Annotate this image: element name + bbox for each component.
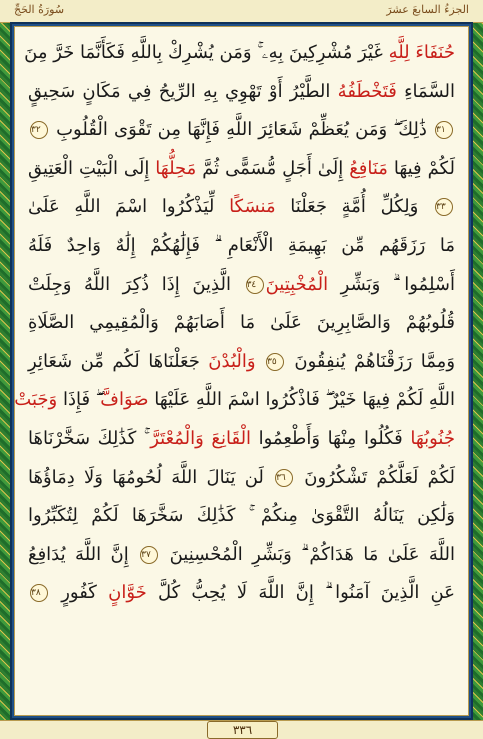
verse-line bbox=[14, 381, 455, 420]
verse-line bbox=[28, 459, 455, 498]
verse-line bbox=[28, 227, 455, 266]
verse-text: جَعَلْنَاهَا لَكُم مِّن شَعَائِرِ bbox=[28, 350, 209, 372]
tajweed-highlight-text: مَنسَكًا bbox=[229, 196, 276, 218]
verse-line bbox=[28, 343, 455, 382]
ayah-number-marker: ٣٣ bbox=[435, 198, 453, 216]
ayah-number-marker: ٣٢ bbox=[30, 121, 48, 139]
verse-line bbox=[24, 34, 455, 73]
verse-text: كَفُورٍ bbox=[50, 582, 109, 604]
verse-text: ذَٰلِكَ ۖ وَمَن يُعَظِّمْ شَعَائِرَ اللَّهِ فَإِنَّهَا مِن تَقْوَى الْقُلُوبِ bbox=[50, 119, 433, 141]
tajweed-highlight-text: مَحِلُّهَا bbox=[155, 157, 197, 179]
verse-text: اللَّهَ عَلَىٰ مَا هَدَاكُمْ ۗ وَبَشِّرِ الْمُحْسِنِينَ bbox=[160, 543, 455, 565]
verse-text: لِّيَذْكُرُوا اسْمَ اللَّهِ عَلَىٰ bbox=[28, 196, 230, 218]
ayah-number-marker: ٣١ bbox=[435, 121, 453, 139]
tajweed-highlight-text: فَتَخْطَفُهُ bbox=[337, 80, 397, 102]
verse-text: وَمِمَّا رَزَقْنَاهُمْ يُنفِقُونَ bbox=[285, 350, 456, 372]
ayah-number-marker: ٣٥ bbox=[266, 353, 284, 371]
tajweed-highlight-text: وَالْبُدْنَ bbox=[208, 350, 264, 372]
verse-text: لَن يَنَالَ اللَّهَ لُحُومُهَا وَلَا دِمَاؤُهَا bbox=[28, 466, 274, 488]
verse-line bbox=[28, 304, 455, 343]
tajweed-highlight-text: جُنُوبُهَا bbox=[410, 427, 455, 449]
tajweed-highlight-text: صَوَافَّ bbox=[100, 389, 149, 411]
page-footer bbox=[0, 720, 483, 739]
verse-text: فَكُلُوا مِنْهَا وَأَطْعِمُوا bbox=[251, 427, 411, 449]
verse-text: وَلَٰكِن يَنَالُهُ التَّقْوَىٰ مِنكُمْ ۚ كَذَٰلِكَ سَخَّرَهَا لَكُمْ لِتُكَبِّرُوا bbox=[28, 505, 455, 527]
verse-text: أَسْلِمُوا ۗ وَبَشِّرِ bbox=[328, 273, 455, 295]
tajweed-highlight-text: مَنَافِعُ bbox=[349, 157, 388, 179]
verse-text: السَّمَاءِ bbox=[396, 80, 455, 102]
tajweed-highlight-text: وَجَبَتْ bbox=[14, 389, 58, 411]
verse-text: قُلُوبُهُمْ وَالصَّابِرِينَ عَلَىٰ مَا أَصَابَهُمْ وَالْمُقِيمِي الصَّلَاةِ bbox=[28, 312, 455, 334]
verse-text: غَيْرَ مُشْرِكِينَ بِهِۦ ۚ وَمَن يُشْرِكْ بِاللَّهِ فَكَأَنَّمَا خَرَّ مِنَ bbox=[24, 42, 383, 63]
verse-line bbox=[28, 73, 455, 112]
page-number: ٣٣٦ bbox=[207, 721, 278, 739]
verse-lines bbox=[14, 34, 456, 613]
verse-text: إِلَىٰ أَجَلٍ مُّسَمًّى ثُمَّ bbox=[196, 157, 350, 179]
verse-text: الَّذِينَ إِذَا ذُكِرَ اللَّهُ وَجِلَتْ bbox=[28, 273, 244, 295]
verse-line bbox=[28, 266, 455, 305]
verse-text: ۖ فَإِذَا bbox=[57, 389, 101, 411]
juz-name: الجزءُ السابعَ عشرَ bbox=[386, 3, 469, 16]
verse-text: لَكُمْ فِيهَا bbox=[387, 157, 455, 179]
verse-text: إِنَّ اللَّهَ يُدَافِعُ bbox=[28, 543, 139, 565]
verse-text: إِلَى الْبَيْتِ الْعَتِيقِ bbox=[28, 157, 156, 179]
tajweed-highlight-text: الْمُخْبِتِينَ bbox=[265, 273, 329, 295]
ayah-number-marker: ٣٦ bbox=[275, 469, 293, 487]
verse-text: لَكُمْ لَعَلَّكُمْ تَشْكُرُونَ bbox=[295, 466, 455, 488]
verse-line bbox=[28, 150, 455, 189]
verse-line bbox=[28, 497, 455, 536]
verse-line bbox=[28, 536, 455, 575]
ayah-number-marker: ٣٨ bbox=[30, 584, 48, 602]
tajweed-highlight-text: الْقَانِعَ وَالْمُعْتَرَّ bbox=[150, 427, 252, 449]
verse-text: الطَّيْرُ أَوْ تَهْوِي بِهِ الرِّيحُ فِي مَكَانٍ سَحِيقٍ bbox=[28, 80, 338, 102]
verse-text: ۚ كَذَٰلِكَ سَخَّرْنَاهَا bbox=[28, 427, 151, 449]
verse-text: وَلِكُلِّ أُمَّةٍ جَعَلْنَا bbox=[275, 196, 433, 218]
verse-text: مَا رَزَقَهُم مِّن بَهِيمَةِ الْأَنْعَامِ ۗ فَإِلَٰهُكُمْ إِلَٰهٌ وَاحِدٌ فَلَهُ bbox=[28, 234, 455, 256]
verse-line bbox=[28, 574, 455, 613]
ayah-number-marker: ٣٧ bbox=[140, 546, 158, 564]
verse-line bbox=[28, 420, 455, 459]
tajweed-highlight-text: حُنَفَاءَ لِلَّهِ bbox=[382, 42, 455, 63]
verse-line bbox=[28, 188, 455, 227]
surah-name: سُورَةُ الحَجِّ bbox=[14, 3, 65, 16]
verse-text: عَنِ الَّذِينَ آمَنُوا ۗ إِنَّ اللَّهَ لَا يُحِبُّ كُلَّ bbox=[146, 582, 455, 604]
ayah-number-marker: ٣٤ bbox=[246, 276, 264, 294]
verse-line bbox=[28, 111, 455, 150]
page-header bbox=[0, 0, 483, 23]
tajweed-highlight-text: خَوَّانٍ bbox=[108, 582, 147, 604]
verse-text: اللَّهِ لَكُمْ فِيهَا خَيْرٌ ۖ فَاذْكُرُوا اسْمَ اللَّهِ عَلَيْهَا bbox=[148, 389, 455, 411]
